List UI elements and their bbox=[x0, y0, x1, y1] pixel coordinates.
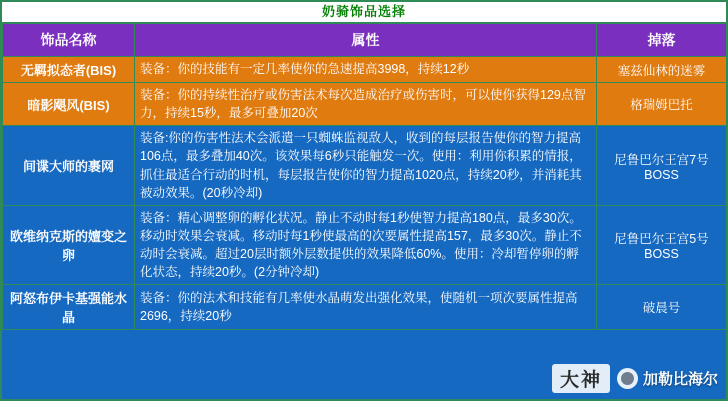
trinket-table bbox=[2, 23, 727, 330]
table-row bbox=[3, 57, 727, 83]
table-row bbox=[3, 285, 727, 330]
table-header-row bbox=[3, 24, 727, 57]
watermark-user bbox=[617, 368, 718, 389]
trinket-attribute: 装备：精心调整卵的孵化状况。静止不动时每1秒使智力提高180点，最多30次。移动时效果会衰减。移动时每1秒使最高的次要属性提高157，最多30次。静止不动时会衰减。超过20层时额外层数提供的效果降低60%。使用：冷却暂停卵的孵化状态，持续20秒。(2分钟冷却) bbox=[135, 205, 597, 285]
avatar-icon bbox=[617, 368, 638, 389]
watermark-badge: 大神 bbox=[552, 364, 610, 393]
watermark bbox=[552, 364, 718, 393]
trinket-name: 暗影飓风(BIS) bbox=[3, 83, 135, 126]
column-header-name: 饰品名称 bbox=[3, 24, 135, 57]
trinket-attribute: 装备:你的伤害性法术会派遣一只蜘蛛监视敌人，收到的每层报告使你的智力提高106点，最多叠加40次。该效果每6秒只能触发一次。使用：利用你积累的情报，抓住最适合行动的时机，每层报告使你的智力提高1020点，持续20秒，并消耗其被动效果。(20秒冷却) bbox=[135, 126, 597, 206]
trinket-attribute: 装备：你的法术和技能有几率使水晶萌发出强化效果，使随机一项次要属性提高2696，持续20秒 bbox=[135, 285, 597, 330]
table-row bbox=[3, 205, 727, 285]
trinket-name: 欧维纳克斯的嬗变之卵 bbox=[3, 205, 135, 285]
trinket-drop: 破晨号 bbox=[597, 285, 727, 330]
watermark-username: 加勒比海尔 bbox=[642, 371, 718, 388]
trinket-name: 无羁拟态者(BIS) bbox=[3, 57, 135, 83]
trinket-drop: 格瑞姆巴托 bbox=[597, 83, 727, 126]
table-row bbox=[3, 126, 727, 206]
trinket-attribute: 装备：你的技能有一定几率使你的急速提高3998，持续12秒 bbox=[135, 57, 597, 83]
trinket-name: 阿怒布伊卡基强能水晶 bbox=[3, 285, 135, 330]
trinket-drop: 尼鲁巴尔王宫7号BOSS bbox=[597, 126, 727, 206]
trinket-drop: 尼鲁巴尔王宫5号BOSS bbox=[597, 205, 727, 285]
trinket-name: 间谍大师的裹网 bbox=[3, 126, 135, 206]
table-row bbox=[3, 83, 727, 126]
column-header-drop: 掉落 bbox=[597, 24, 727, 57]
page-title: 奶骑饰品选择 bbox=[2, 2, 726, 23]
trinket-attribute: 装备：你的持续性治疗或伤害法术每次造成治疗或伤害时，可以使你获得129点智力，持续15秒，最多可叠加20次 bbox=[135, 83, 597, 126]
table-body bbox=[3, 57, 727, 330]
column-header-attribute: 属性 bbox=[135, 24, 597, 57]
trinket-drop: 塞兹仙林的迷雾 bbox=[597, 57, 727, 83]
